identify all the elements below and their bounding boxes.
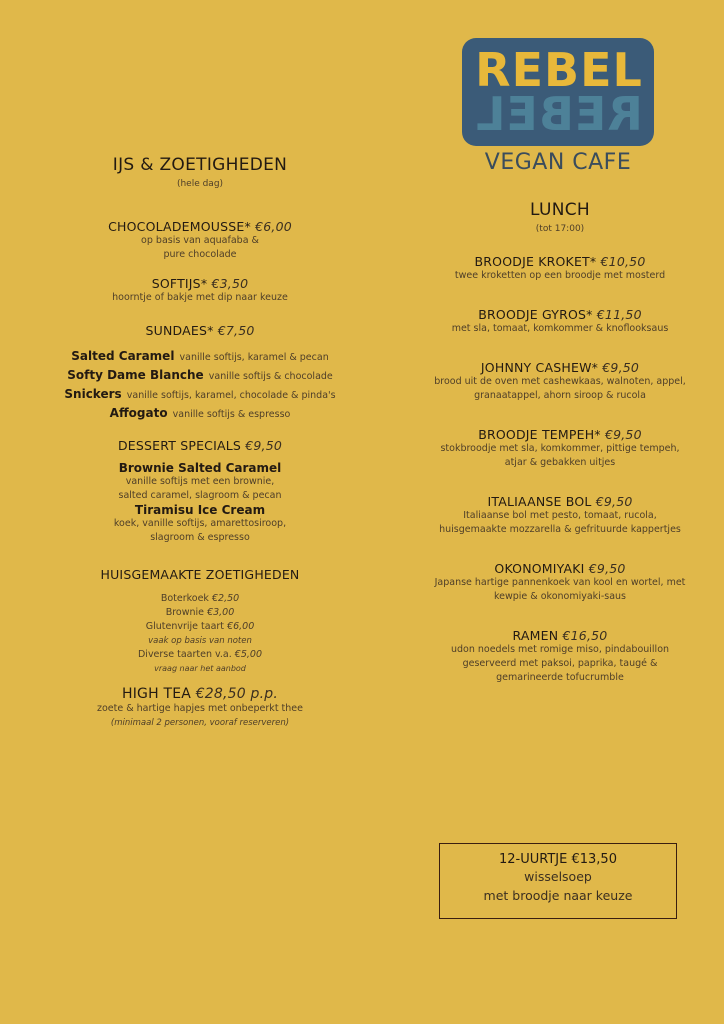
item-price: €9,50 (604, 427, 642, 442)
item-name: CHOCOLADEMOUSSE* (108, 219, 251, 234)
item-desc: stokbroodje met sla, komkommer, pittige tempeh, (440, 443, 680, 454)
lunch-item (410, 360, 710, 403)
box-title: 12-UURTJE (499, 852, 568, 867)
lunch-item (410, 307, 710, 336)
special-desc: slagroom & espresso (150, 532, 250, 543)
section-title-lunch: LUNCH (530, 200, 590, 220)
menu-item-softijs (40, 276, 360, 305)
item-price: €10,50 (600, 254, 646, 269)
line-price: €6,00 (227, 621, 255, 632)
item-name: BROODJE TEMPEH* (478, 427, 601, 442)
item-desc: twee kroketten op een broodje met mosterd (454, 270, 666, 281)
special-desc: koek, vanille softijs, amarettosiroop, (113, 518, 287, 529)
line-note: vraag naar het aanbod (154, 664, 246, 673)
line-price: €5,00 (234, 649, 262, 660)
sundae-option: Salted Caramel vanille softijs, karamel & pecan (71, 349, 329, 363)
item-note: (minimaal 2 personen, vooraf reserveren) (110, 718, 290, 728)
sundae-option: Snickers vanille softijs, karamel, chocolade & pinda's (64, 387, 336, 401)
item-name: SOFTIJS* (151, 276, 208, 291)
special-desc: vanille softijs met een brownie, (125, 476, 275, 487)
item-price: €3,50 (211, 276, 249, 291)
menu-item-sundaes (40, 323, 360, 422)
twelve-uurtje-box (439, 843, 677, 919)
item-name: BROODJE KROKET* (474, 254, 597, 269)
lunch-item (410, 254, 710, 283)
item-desc: met sla, tomaat, komkommer & knoflooksaus (451, 323, 669, 334)
line-price: €2,50 (211, 593, 240, 604)
section-title-desserts: IJS & ZOETIGHEDEN (112, 155, 288, 175)
item-price: €7,50 (217, 323, 255, 338)
item-desc: brood uit de oven met cashewkaas, walnoten, appel, (434, 376, 686, 387)
rebel-rebel-logo (462, 38, 654, 146)
menu-item-huisgemaakt (40, 567, 360, 676)
item-price: €6,00 (255, 219, 292, 234)
lunch-item (410, 494, 710, 537)
item-price: €11,50 (596, 307, 642, 322)
item-price: €9,50 (595, 494, 633, 509)
item-desc: granaatappel, ahorn siroop & rucola (474, 390, 646, 401)
item-name: HUISGEMAAKTE ZOETIGHEDEN (100, 567, 300, 582)
section-subtitle: (hele dag) (176, 179, 224, 189)
menu-item-dessert-specials (40, 438, 360, 545)
item-name: HIGH TEA (121, 686, 192, 702)
item-price: €9,50 (602, 360, 640, 375)
item-price: €9,50 (245, 438, 283, 453)
item-price: €28,50 p.p. (195, 686, 279, 702)
line-price: €3,00 (207, 607, 235, 618)
box-price: €13,50 (571, 852, 617, 867)
sundae-option: Softy Dame Blanche vanille softijs & chocolade (67, 368, 333, 382)
lunch-item (410, 427, 710, 470)
logo-text-top: REBEL (475, 43, 643, 97)
special-name: Brownie Salted Caramel (118, 461, 282, 475)
box-line: wisselsoep (524, 869, 592, 884)
logo-text-mirrored: REBEL (475, 87, 643, 141)
lunch-column (410, 200, 710, 685)
box-line: met broodje naar keuze (483, 888, 633, 903)
item-desc: pure chocolade (163, 249, 237, 260)
logo-caption: VEGAN CAFE (484, 150, 632, 175)
item-desc: gemarineerde tofucrumble (496, 672, 624, 683)
item-name: ITALIAANSE BOL (487, 494, 592, 509)
lunch-item (410, 628, 710, 685)
special-name: Tiramisu Ice Cream (134, 503, 266, 517)
desserts-column (40, 155, 360, 730)
item-desc: hoorntje of bakje met dip naar keuze (112, 292, 288, 303)
item-desc: Italiaanse bol met pesto, tomaat, rucola, (463, 510, 657, 521)
item-price: €9,50 (588, 561, 626, 576)
line-text: Glutenvrije taart (145, 621, 225, 632)
item-desc: op basis van aquafaba & (141, 235, 259, 246)
special-desc: salted caramel, slagroom & pecan (118, 490, 282, 501)
item-desc: kewpie & okonomiyaki-saus (493, 591, 626, 602)
section-subtitle: (tot 17:00) (535, 224, 585, 234)
item-desc: Japanse hartige pannenkoek van kool en wortel, met (434, 577, 686, 588)
item-name: SUNDAES* (145, 323, 214, 338)
item-desc: udon noedels met romige miso, pindabouillon (450, 644, 670, 655)
menu-item-chocolademousse (40, 219, 360, 262)
item-name: JOHNNY CASHEW* (480, 360, 599, 375)
item-name: RAMEN (512, 628, 559, 643)
line-text: Brownie (165, 607, 205, 618)
item-price: €16,50 (562, 628, 608, 643)
line-note: vaak op basis van noten (148, 636, 252, 646)
lunch-item (410, 561, 710, 604)
sundae-option: Affogato vanille softijs & espresso (109, 406, 291, 420)
line-text: Boterkoek (160, 593, 209, 604)
item-desc: zoete & hartige hapjes met onbeperkt thee (96, 703, 303, 714)
menu-item-high-tea (40, 686, 360, 730)
item-desc: atjar & gebakken uitjes (504, 457, 616, 468)
item-name: BROODJE GYROS* (478, 307, 593, 322)
item-desc: huisgemaakte mozzarella & gefrituurde kappertjes (439, 524, 681, 535)
item-desc: geserveerd met paksoi, paprika, taugé & (462, 658, 658, 669)
item-name: OKONOMIYAKI (494, 561, 585, 576)
item-name: DESSERT SPECIALS (117, 438, 242, 453)
line-text: Diverse taarten v.a. (137, 649, 232, 660)
